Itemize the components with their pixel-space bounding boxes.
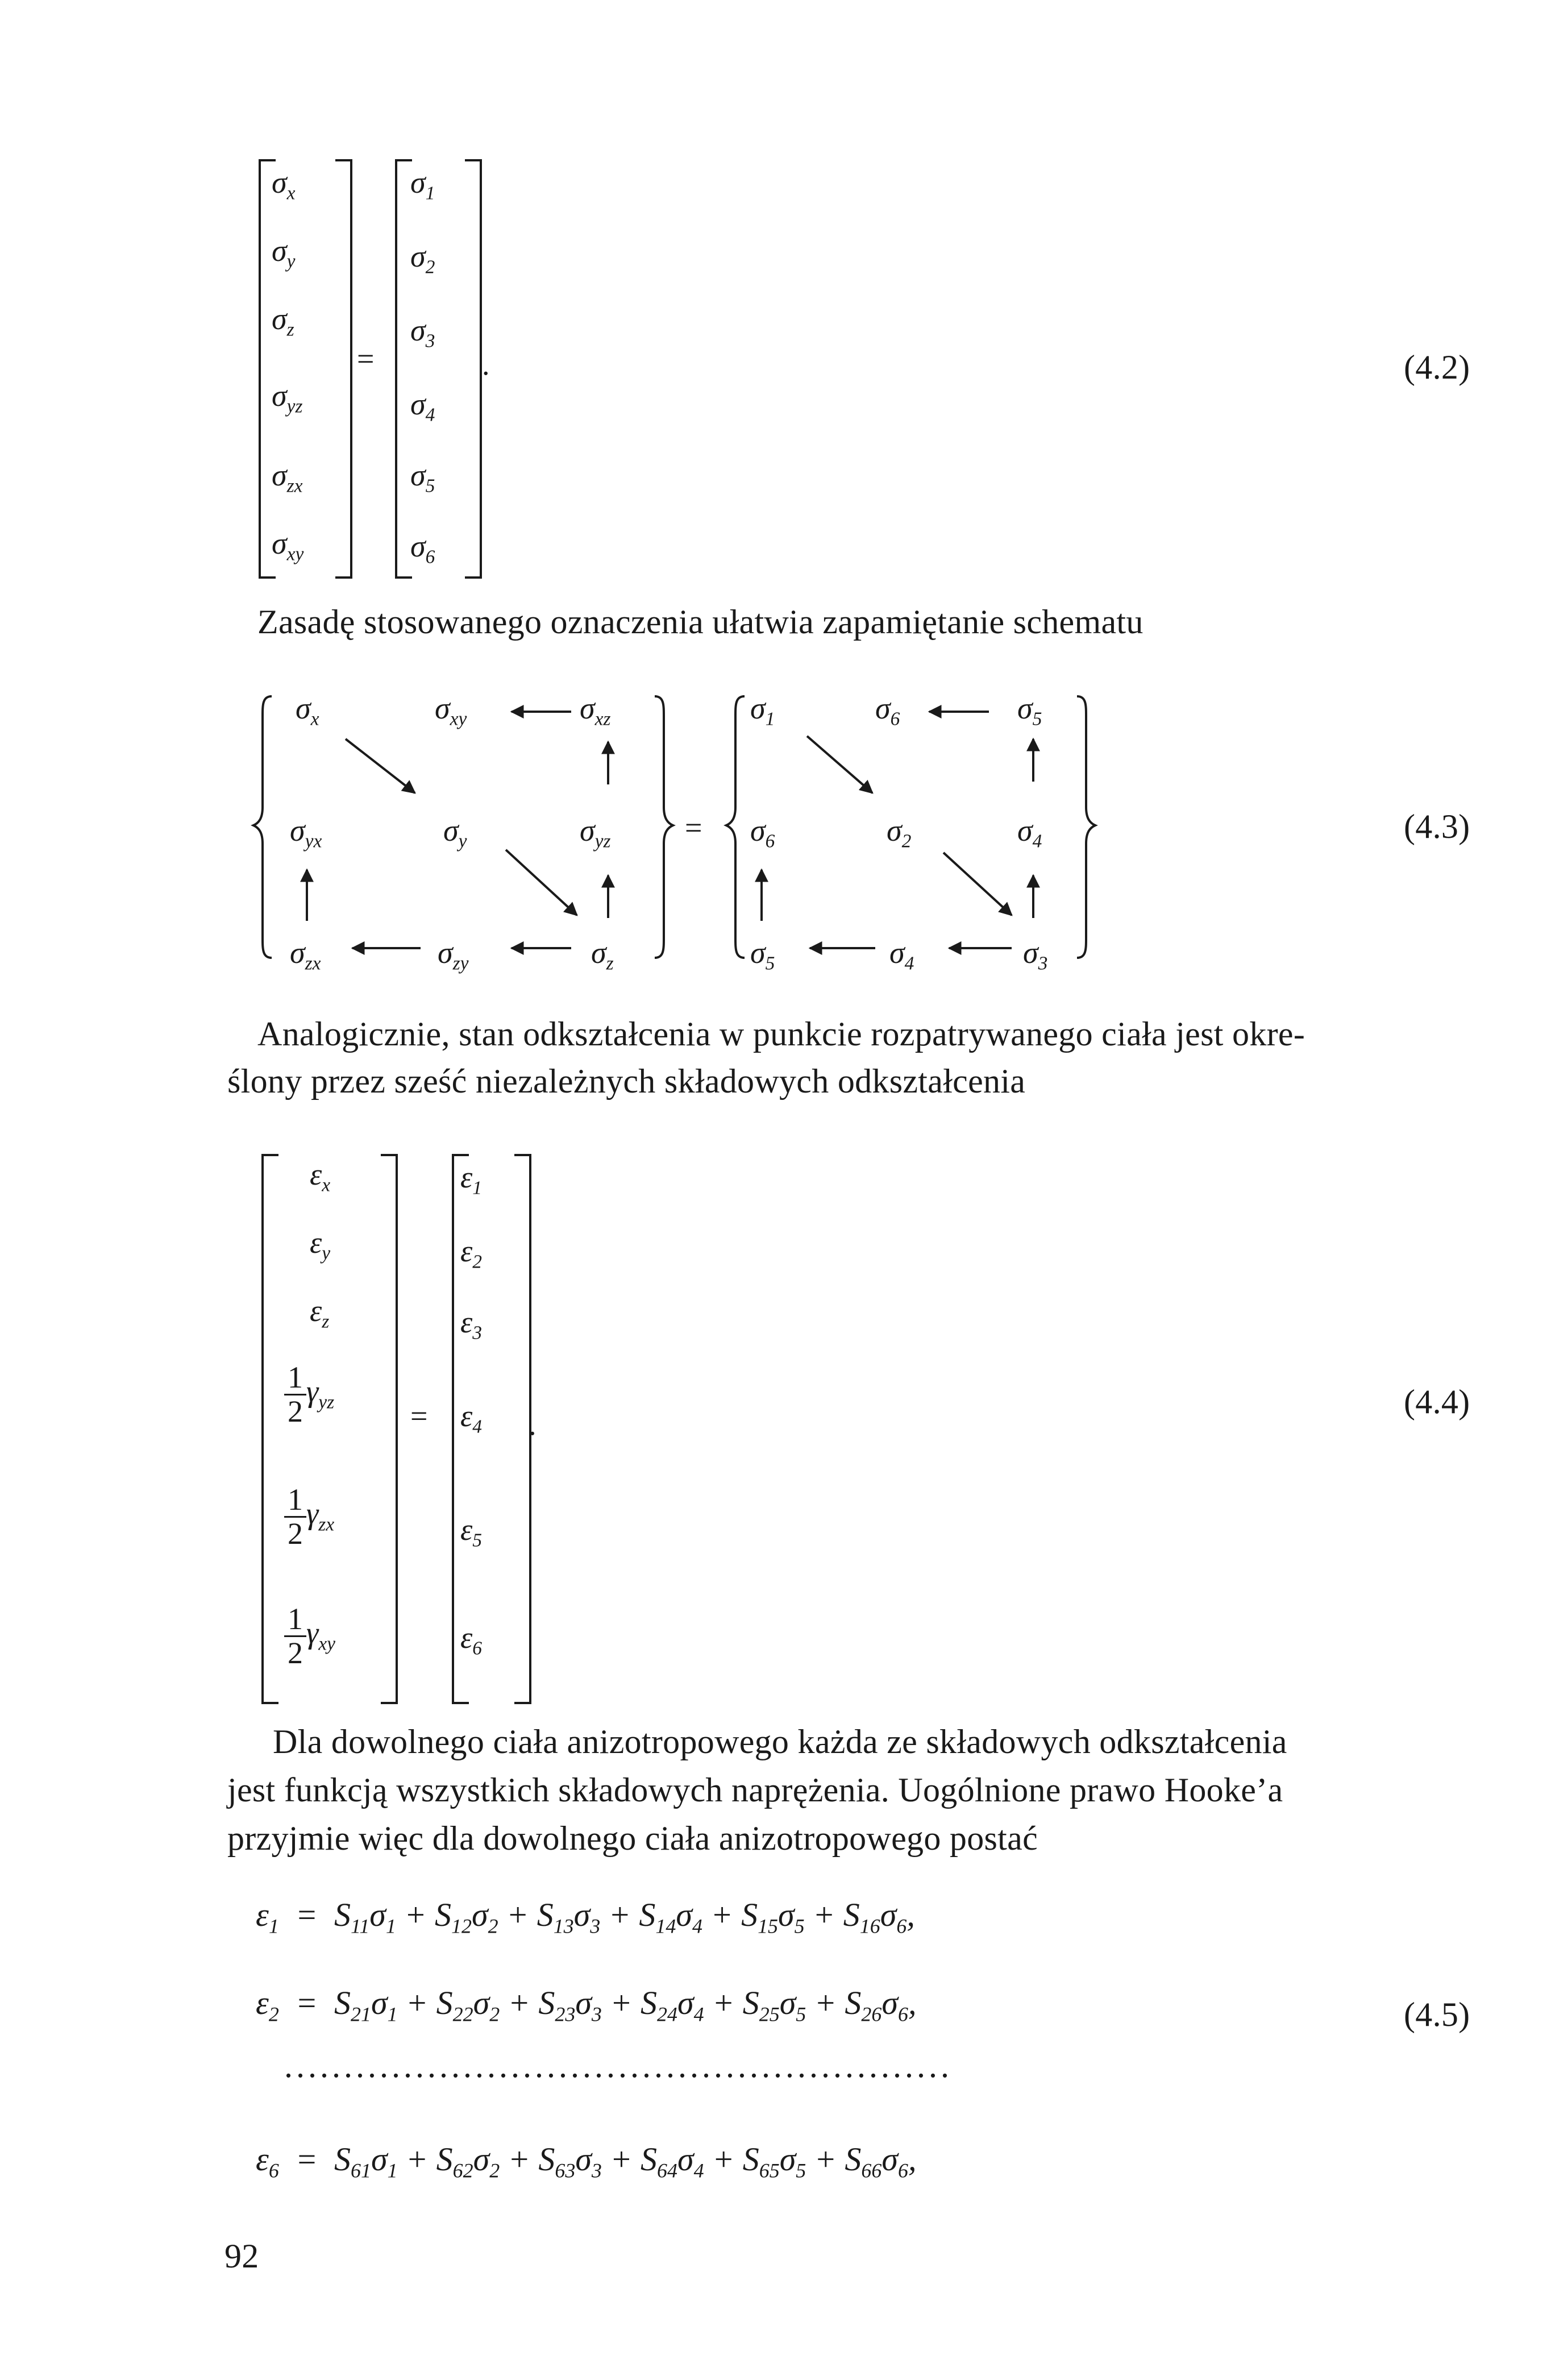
- half-gamma-yz: $\frac{1}{2}$ $\gamma_{yz}$: [284, 1361, 334, 1427]
- paragraph-text: Dla dowolnego ciała anizotropowego każda ze składowych odkształcenia: [273, 1723, 1287, 1760]
- equation-label: (4.5): [1404, 1996, 1470, 2033]
- sigma-4: $\sigma_4$: [410, 387, 435, 426]
- epsilon-5: $\varepsilon_5$: [460, 1513, 483, 1551]
- sigma-5: $\sigma_5$: [750, 936, 775, 974]
- dots-row: ........................................................: [284, 2047, 953, 2084]
- equals-sign: =: [357, 342, 375, 376]
- sigma-zx: $\sigma_{zx}$: [272, 458, 303, 497]
- sigma-zx: $\sigma_{zx}$: [290, 936, 321, 974]
- sigma-x: $\sigma_x$: [296, 691, 319, 730]
- equation-label: (4.2): [1404, 348, 1470, 386]
- equals-sign: =: [685, 811, 702, 845]
- sigma-5: $\sigma_5$: [1017, 691, 1042, 730]
- equals-sign: =: [410, 1399, 428, 1433]
- paragraph-text: przyjmie więc dla dowolnego ciała anizotropowego postać: [227, 1820, 1038, 1857]
- paragraph-text: Analogicznie, stan odkształcenia w punkcie rozpatrywanego ciała jest okre-: [257, 1015, 1305, 1053]
- sigma-6: $\sigma_6$: [410, 529, 435, 568]
- epsilon-1: $\varepsilon_1$: [460, 1160, 483, 1199]
- equation-label: (4.4): [1404, 1383, 1470, 1420]
- sigma-yx: $\sigma_{yx}$: [290, 813, 322, 852]
- period: .: [482, 347, 490, 381]
- paragraph-text: jest funkcją wszystkich składowych naprężenia. Uogólnione prawo Hooke’a: [227, 1771, 1283, 1809]
- hooke-row-2: $\varepsilon_2 = S_{21}\sigma_1 + S_{22}\sigma_2 + S_{23}\sigma_3 + S_{24}\sigma_4 + S_{25}\sigma_5 + S_{26}\sigma_6$,: [256, 1984, 917, 2026]
- left-bracket: [261, 1154, 278, 1704]
- sigma-xz: $\sigma_{xz}$: [580, 691, 611, 730]
- sigma-4: $\sigma_4$: [889, 936, 914, 974]
- sigma-1: $\sigma_1$: [410, 165, 435, 204]
- sigma-5: $\sigma_5$: [410, 458, 435, 497]
- sigma-yz: $\sigma_{yz}$: [272, 379, 303, 417]
- epsilon-z: $\varepsilon_z$: [310, 1294, 330, 1332]
- epsilon-2: $\varepsilon_2$: [460, 1234, 483, 1273]
- sigma-y: $\sigma_y$: [443, 813, 467, 852]
- sigma-6: $\sigma_6$: [875, 691, 900, 730]
- sigma-4: $\sigma_4$: [1017, 813, 1042, 852]
- epsilon-x: $\varepsilon_x$: [310, 1157, 331, 1196]
- sigma-z: $\sigma_z$: [591, 936, 614, 974]
- sigma-y: $\sigma_y$: [272, 234, 296, 272]
- hooke-row-1: $\varepsilon_1 = S_{11}\sigma_1 + S_{12}\sigma_2 + S_{13}\sigma_3 + S_{14}\sigma_4 + S_{15}\sigma_5 + S_{16}\sigma_6$,: [256, 1896, 915, 1938]
- sigma-1: $\sigma_1$: [750, 691, 775, 730]
- sigma-xy: $\sigma_{xy}$: [272, 526, 304, 565]
- sigma-3: $\sigma_3$: [1023, 936, 1048, 974]
- hooke-row-6: $\varepsilon_6 = S_{61}\sigma_1 + S_{62}\sigma_2 + S_{63}\sigma_3 + S_{64}\sigma_4 + S_{65}\sigma_5 + S_{66}\sigma_6$,: [256, 2141, 917, 2182]
- sigma-6: $\sigma_6$: [750, 813, 775, 852]
- page-number: 92: [224, 2237, 259, 2275]
- paragraph-text: ślony przez sześć niezależnych składowych odkształcenia: [227, 1062, 1026, 1100]
- epsilon-3: $\varepsilon_3$: [460, 1305, 483, 1344]
- sigma-xy: $\sigma_{xy}$: [435, 691, 467, 730]
- epsilon-4: $\varepsilon_4$: [460, 1399, 483, 1438]
- sigma-x: $\sigma_x$: [272, 165, 296, 204]
- half-gamma-zx: $\frac{1}{2}$ $\gamma_{zx}$: [284, 1484, 334, 1550]
- sigma-3: $\sigma_3$: [410, 313, 435, 352]
- equation-label: (4.3): [1404, 808, 1470, 845]
- sigma-2: $\sigma_2$: [887, 813, 912, 852]
- epsilon-y: $\varepsilon_y$: [310, 1226, 331, 1264]
- sigma-zy: $\sigma_{zy}$: [438, 936, 469, 974]
- epsilon-6: $\varepsilon_6$: [460, 1621, 483, 1659]
- sigma-yz: $\sigma_{yz}$: [580, 813, 611, 852]
- half-gamma-xy: $\frac{1}{2}$ $\gamma_{xy}$: [284, 1603, 335, 1669]
- period: .: [529, 1407, 537, 1442]
- sigma-z: $\sigma_z$: [272, 302, 294, 340]
- sigma-2: $\sigma_2$: [410, 239, 435, 278]
- paragraph-text: Zasadę stosowanego oznaczenia ułatwia zapamiętanie schematu: [257, 603, 1144, 641]
- right-bracket: [381, 1154, 398, 1704]
